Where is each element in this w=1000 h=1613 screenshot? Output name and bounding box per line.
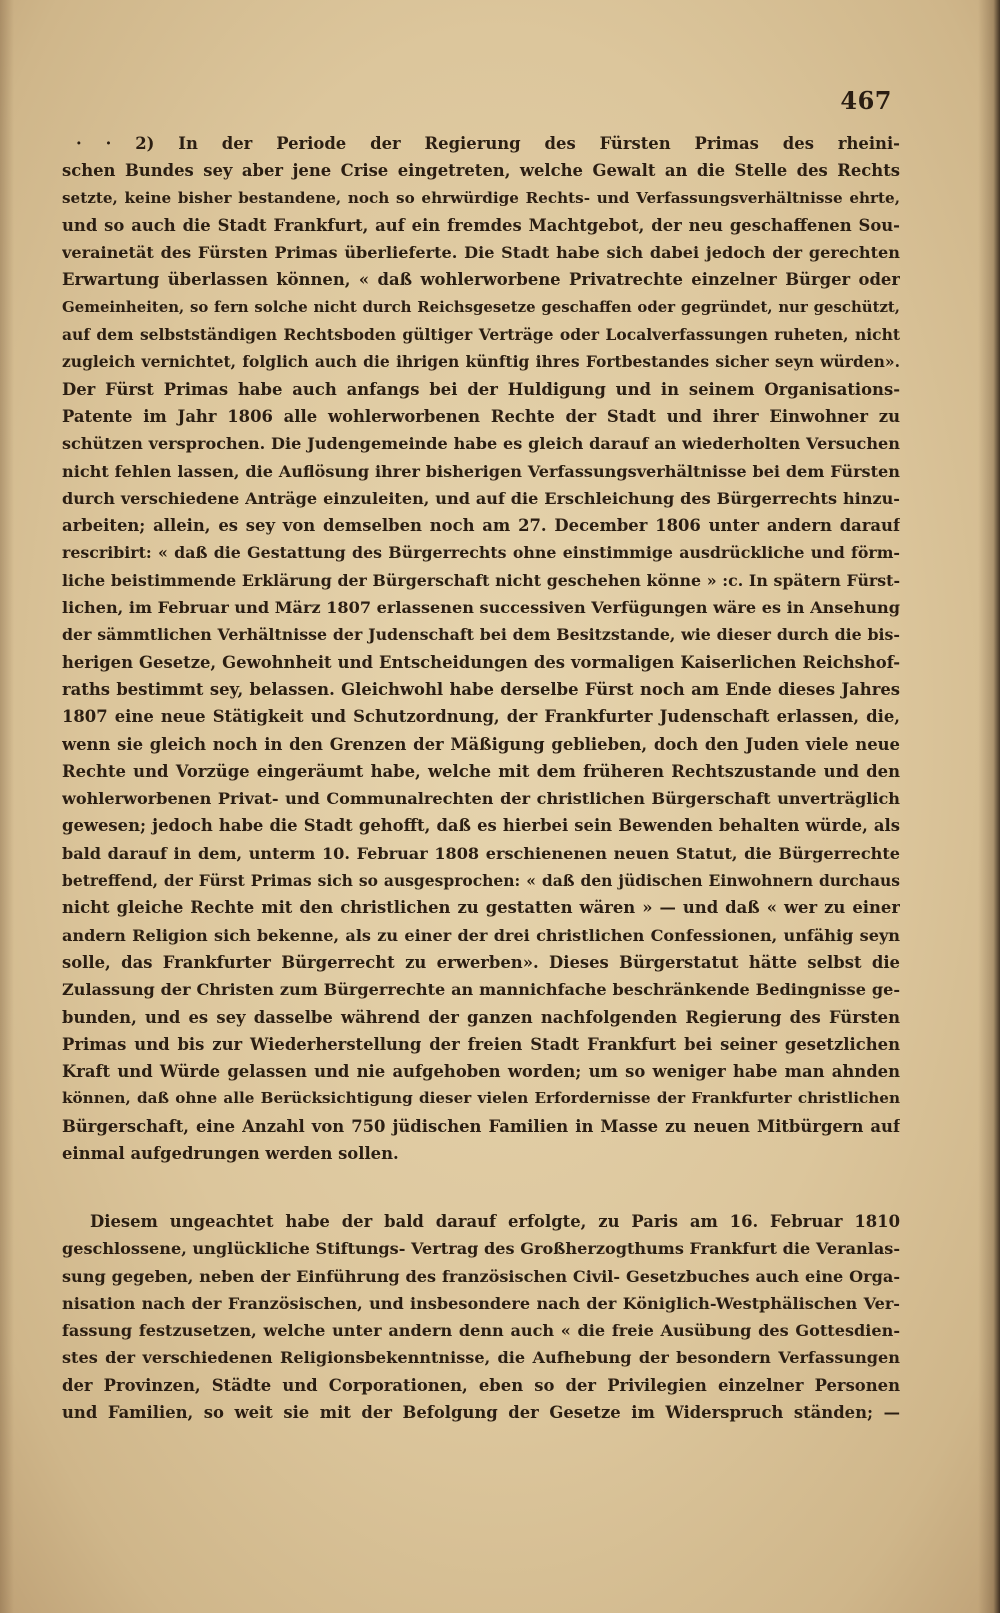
- text-line: Erwartung überlassen können, « daß wohlerworbene Privatrechte einzelner Bürger oder: [62, 270, 900, 290]
- text-line: rescribirt: « daß die Gestattung des Bürgerrechts ohne einstimmige ausdrückliche und förm-: [62, 543, 900, 563]
- page-left-shading: [0, 0, 14, 1613]
- text-line: können, daß ohne alle Berücksichtigung dieser vielen Erfordernisse der Frankfurter christlichen: [62, 1089, 900, 1108]
- text-line: 1807 eine neue Stätigkeit und Schutzordnung, der Frankfurter Judenschaft erlassen, die,: [62, 707, 900, 727]
- text-line: sung gegeben, neben der Einführung des französischen Civil- Gesetzbuches auch eine Orga-: [62, 1266, 900, 1286]
- text-line: nisation nach der Französischen, und insbesondere nach der Königlich-Westphälischen Ver-: [62, 1293, 900, 1313]
- text-line: raths bestimmt sey, belassen. Gleichwohl habe derselbe Fürst noch am Ende dieses Jahres: [62, 679, 900, 699]
- page-edge-shadow: [978, 0, 1000, 1613]
- text-line: Gemeinheiten, so fern solche nicht durch Reichsgesetze geschaffen oder gegründet, nur geschützt,: [62, 297, 900, 316]
- text-line: lichen, im Februar und März 1807 erlassenen successiven Verfügungen wäre es in Ansehung: [62, 598, 900, 618]
- text-line: nicht gleiche Rechte mit den christlichen zu gestatten wären » — und daß « wer zu einer: [62, 898, 900, 918]
- page-number: 467: [840, 86, 892, 115]
- text-line: gewesen; jedoch habe die Stadt gehofft, daß es hierbei sein Bewenden behalten würde, als: [62, 816, 900, 836]
- text-line: Diesem ungeachtet habe der bald darauf erfolgte, zu Paris am 16. Februar 1810: [90, 1212, 900, 1231]
- text-line: solle, das Frankfurter Bürgerrecht zu erwerben». Dieses Bürgerstatut hätte selbst die: [62, 952, 900, 972]
- text-line: stes der verschiedenen Religionsbekenntnisse, die Aufhebung der besondern Verfassungen: [62, 1348, 900, 1368]
- text-line: bald darauf in dem, unterm 10. Februar 1808 erschienenen neuen Statut, die Bürgerrechte: [62, 843, 900, 863]
- text-line: Primas und bis zur Wiederherstellung der freien Stadt Frankfurt bei seiner gesetzlichen: [62, 1034, 900, 1054]
- text-line: nicht fehlen lassen, die Auflösung ihrer bisherigen Verfassungsverhältnisse bei dem Fürsten: [62, 461, 900, 481]
- paragraph-2: [62, 1208, 900, 1426]
- text-line: Rechte und Vorzüge eingeräumt habe, welche mit dem früheren Rechtszustande und den: [62, 761, 900, 781]
- text-line: arbeiten; allein, es sey von demselben noch am 27. December 1806 unter andern darauf: [62, 516, 900, 536]
- paragraph-1: [62, 130, 900, 1167]
- text-line: schützen versprochen. Die Judengemeinde habe es gleich darauf an wiederholten Versuchen: [62, 434, 900, 454]
- text-line: wohlerworbenen Privat- und Communalrechten der christlichen Bürgerschaft unverträglich: [62, 789, 900, 809]
- text-line: geschlossene, unglückliche Stiftungs- Vertrag des Großherzogthums Frankfurt die Veranlas-: [62, 1239, 900, 1259]
- text-line: betreffend, der Fürst Primas sich so ausgesprochen: « daß den jüdischen Einwohnern durchaus: [62, 871, 900, 891]
- text-line: herigen Gesetze, Gewohnheit und Entscheidungen des vormaligen Kaiserlichen Reichshof-: [62, 652, 900, 672]
- text-line: · · 2) In der Periode der Regierung des Fürsten Primas des rheini-: [76, 134, 900, 153]
- text-line: Zulassung der Christen zum Bürgerrechte an mannichfache beschränkende Bedingnisse ge-: [62, 980, 900, 1000]
- text-line: setzte, keine bisher bestandene, noch so ehrwürdige Rechts- und Verfassungsverhältnisse ehrte,: [62, 188, 900, 207]
- text-line: liche beistimmende Erklärung der Bürgerschaft nicht geschehen könne » :c. In spätern Fürst-: [62, 570, 900, 590]
- text-line: und so auch die Stadt Frankfurt, auf ein fremdes Machtgebot, der neu geschaffenen Sou-: [62, 215, 900, 235]
- text-line: wenn sie gleich noch in den Grenzen der Mäßigung geblieben, doch den Juden viele neue: [62, 734, 900, 754]
- text-line: bunden, und es sey dasselbe während der ganzen nachfolgenden Regierung des Fürsten: [62, 1007, 900, 1027]
- text-line: der sämmtlichen Verhältnisse der Judenschaft bei dem Besitzstande, wie dieser durch die bis-: [62, 625, 900, 645]
- text-line: Patente im Jahr 1806 alle wohlerworbenen Rechte der Stadt und ihrer Einwohner zu: [62, 406, 900, 426]
- text-line: verainetät des Fürsten Primas überlieferte. Die Stadt habe sich dabei jedoch der gerechten: [62, 243, 900, 263]
- text-line: auf dem selbstständigen Rechtsboden gültiger Verträge oder Localverfassungen ruheten, nicht: [62, 325, 900, 345]
- text-line: schen Bundes sey aber jene Crise eingetreten, welche Gewalt an die Stelle des Rechts: [62, 161, 900, 181]
- text-line: einmal aufgedrungen werden sollen.: [62, 1143, 399, 1163]
- text-line: durch verschiedene Anträge einzuleiten, und auf die Erschleichung des Bürgerrechts hinzu-: [62, 488, 900, 508]
- text-line: Bürgerschaft, eine Anzahl von 750 jüdischen Familien in Masse zu neuen Mitbürgern auf: [62, 1116, 900, 1136]
- text-line: Kraft und Würde gelassen und nie aufgehoben worden; um so weniger habe man ahnden: [62, 1062, 900, 1082]
- text-line: der Provinzen, Städte und Corporationen, eben so der Privilegien einzelner Personen: [62, 1375, 900, 1395]
- text-line: zugleich vernichtet, folglich auch die ihrigen künftig ihres Fortbestandes sicher seyn würden».: [62, 352, 900, 372]
- text-line: fassung festzusetzen, welche unter andern denn auch « die freie Ausübung des Gottesdien-: [62, 1321, 900, 1341]
- text-line: andern Religion sich bekenne, als zu einer der drei christlichen Confessionen, unfähig seyn: [62, 925, 900, 945]
- text-line: und Familien, so weit sie mit der Befolgung der Gesetze im Widerspruch ständen; —: [62, 1403, 900, 1423]
- text-line: Der Fürst Primas habe auch anfangs bei der Huldigung und in seinem Organisations-: [62, 379, 900, 399]
